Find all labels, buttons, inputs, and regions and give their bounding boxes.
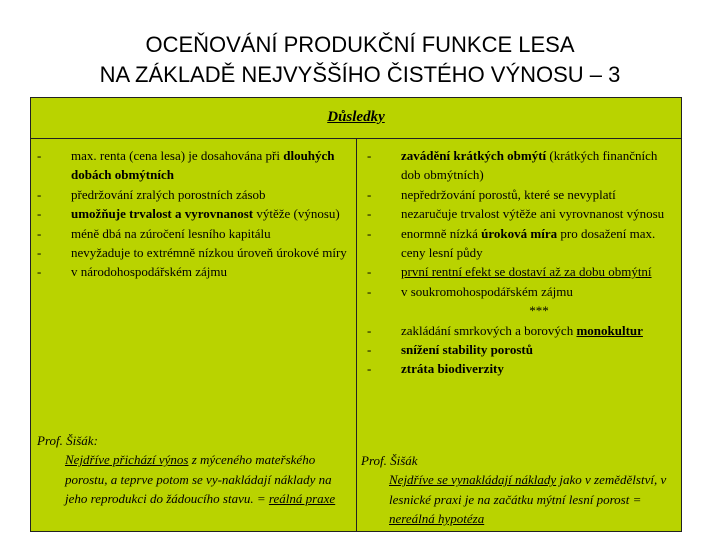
title-line-1: OCEŇOVÁNÍ PRODUKČNÍ FUNKCE LESA bbox=[145, 32, 575, 57]
list-item: - zavádění krátkých obmýtí (krátkých finančních dob obmýtních) bbox=[367, 148, 658, 183]
left-quote bbox=[37, 431, 349, 509]
list-item: - v národohospodářském zájmu bbox=[37, 264, 227, 280]
list-item: - max. renta (cena lesa) je dosahována při dlouhých dobách obmýtních bbox=[37, 148, 335, 183]
quote-author: Prof. Šišák bbox=[361, 453, 418, 468]
column-divider bbox=[356, 138, 357, 531]
table-header: Důsledky bbox=[31, 98, 681, 139]
list-item: - enormně nízká úroková míra pro dosažení max. ceny lesní půdy bbox=[367, 225, 656, 261]
slide-title bbox=[0, 30, 720, 90]
list-item: - nezaručuje trvalost výtěže ani vyrovnanost výnosu bbox=[367, 206, 665, 222]
right-quote bbox=[361, 451, 677, 529]
list-item: - nepředržování porostů, které se nevyplatí bbox=[367, 186, 616, 202]
title-line-2: NA ZÁKLADĚ NEJVYŠŠÍHO ČISTÉHO VÝNOSU – 3 bbox=[99, 62, 621, 87]
quote-author: Prof. Šišák: bbox=[37, 433, 98, 448]
list-item: - nevyžaduje to extrémně nízkou úroveň úrokové míry bbox=[37, 245, 347, 261]
quote-text: Nejdříve se vynakládají náklady jako v zemědělství, v lesnické praxi je na začátku mýtní lesní porost = nereálná hypotéza bbox=[389, 472, 667, 527]
list-item: - ztráta biodiverzity bbox=[367, 361, 504, 377]
list-item: - první rentní efekt se dostaví až za dobu obmýtní bbox=[367, 264, 652, 280]
right-column-list bbox=[367, 146, 677, 379]
list-item: - zakládání smrkových a borových monokultur bbox=[367, 322, 643, 338]
list-item: - méně dbá na zúročení lesního kapitálu bbox=[37, 225, 271, 241]
list-item: - předržování zralých porostních zásob bbox=[37, 186, 266, 202]
left-column-list bbox=[37, 146, 347, 282]
separator-stars: *** bbox=[529, 303, 549, 319]
quote-text: Nejdříve přichází výnos z mýceného mateřského porostu, a teprve potom se vy-nakládají náklady na jeho reprodukci do žádoucího stavu. = reálná praxe bbox=[65, 452, 336, 507]
list-item: - snížení stability porostů bbox=[367, 342, 533, 358]
list-item: - umožňuje trvalost a vyrovnanost výtěže (výnosu) bbox=[37, 206, 340, 222]
consequences-table bbox=[30, 97, 682, 532]
list-item: - v soukromohospodářském zájmu bbox=[367, 283, 573, 299]
